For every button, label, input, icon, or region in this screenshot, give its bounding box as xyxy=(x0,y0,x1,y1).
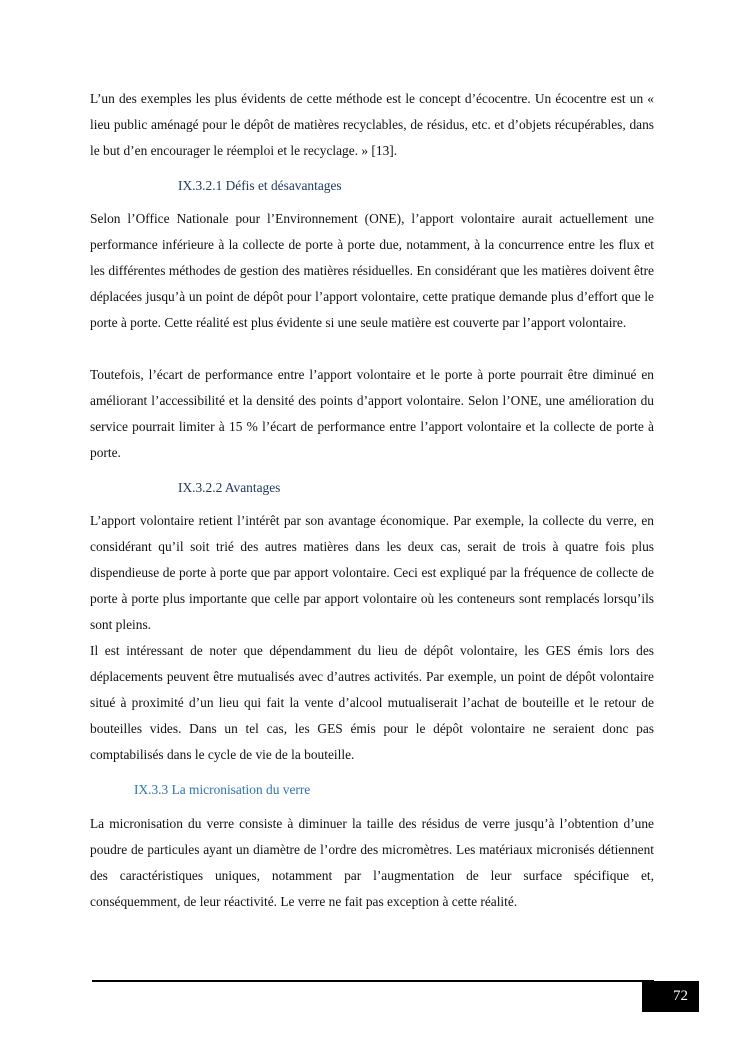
footer-divider xyxy=(92,980,654,982)
paragraph-avantage-economique: L’apport volontaire retient l’intérêt par son avantage économique. Par exemple, la collecte du verre, en considérant qu’il soit trié des autres matières dans les deux cas, serait de trois à quatre fois plus dispendieuse de porte à porte que par apport volontaire. Ceci est expliqué par la fréquence de collecte de porte à porte plus importante que celle par apport volontaire où les conteneurs sont remplacés lorsqu’ils sont pleins. xyxy=(90,513,654,632)
heading-defis-desavantages: IX.3.2.1 Défis et désavantages xyxy=(178,178,342,193)
paragraph-ges-mutualises: Il est intéressant de noter que dépendamment du lieu de dépôt volontaire, les GES émis lors des déplacements peuvent être mutualisés avec d’autres activités. Par exemple, un point de dépôt volontaire situé à proximité d’un lieu qui fait la vente d’alcool mutualiserait l’achat de bouteille et le retour de bouteilles vides. Dans un tel cas, les GES émis pour le dépôt volontaire ne seraient donc pas comptabilisés dans le cycle de vie de la bouteille. xyxy=(90,643,654,762)
page-number: 72 xyxy=(642,981,699,1012)
paragraph-micronisation: La micronisation du verre consiste à diminuer la taille des résidus de verre jusqu’à l’obtention d’une poudre de particules ayant un diamètre de l’ordre des micromètres. Les matériaux micronisés détiennent des caractéristiques uniques, notamment par l’augmentation de leur surface spécifique et, conséquemment, de leur réactivité. Le verre ne fait pas exception à cette réalité. xyxy=(90,816,654,909)
heading-micronisation: IX.3.3 La micronisation du verre xyxy=(134,782,311,797)
paragraph-ecart-performance: Toutefois, l’écart de performance entre l’apport volontaire et le porte à porte pourrait être diminué en améliorant l’accessibilité et la densité des points d’apport volontaire. Selon l’ONE, une amélioration du service pourrait limiter à 15 % l’écart de performance entre l’apport volontaire et la collecte de porte à porte. xyxy=(90,367,654,460)
paragraph-ecocentre: L’un des exemples les plus évidents de cette méthode est le concept d’écocentre. Un écocentre est un « lieu public aménagé pour le dépôt de matières recyclables, de résidus, etc. et d’objets récupérables, dans le but d’en encourager le réemploi et le recyclage. » [13]. xyxy=(90,91,654,158)
paragraph-one-performance: Selon l’Office Nationale pour l’Environnement (ONE), l’apport volontaire aurait actuellement une performance inférieure à la collecte de porte à porte due, notamment, à la concurrence entre les flux et les différentes méthodes de gestion des matières résiduelles. En considérant que les matières doivent être déplacées jusqu’à un point de dépôt pour l’apport volontaire, cette pratique demande plus d’effort que le porte à porte. Cette réalité est plus évidente si une seule matière est couverte par l’apport volontaire. xyxy=(90,211,654,330)
heading-avantages: IX.3.2.2 Avantages xyxy=(178,480,281,495)
